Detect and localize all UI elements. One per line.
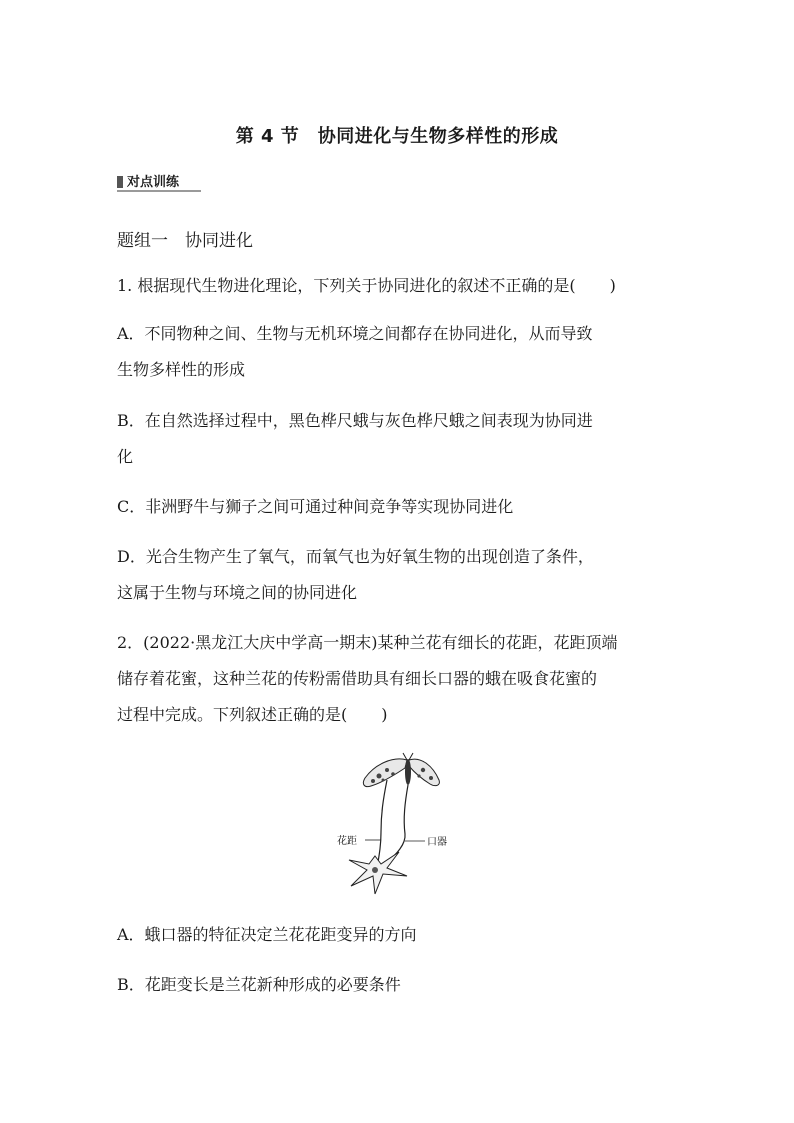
question-1-option-d-line-1: D．光合生物产生了氧气，而氧气也为好氧生物的出现创造了条件，	[117, 547, 594, 566]
question-1-option-b-line-1: B．在自然选择过程中，黑色桦尺蛾与灰色桦尺蛾之间表现为协同进	[117, 411, 593, 430]
moth-right-wing	[409, 759, 439, 786]
question-2-stem-line-1: 2．(2022·黑龙江大庆中学高一期末)某种兰花有细长的花距，花距顶端	[117, 633, 618, 652]
moth-left-wing	[363, 759, 407, 787]
group-title: 题组一 协同进化	[117, 231, 253, 251]
question-2-option-a: A．蛾口器的特征决定兰花花距变异的方向	[117, 925, 417, 944]
section-tag	[117, 172, 179, 190]
moth-proboscis	[385, 785, 408, 864]
section-tag-label: 对点训练	[127, 175, 180, 190]
question-1-option-a-line-2: 生物多样性的形成	[117, 360, 246, 379]
figure-label-proboscis: 口器	[427, 837, 447, 848]
figure-label-spur: 花距	[337, 836, 357, 847]
orchid-moth-figure	[335, 752, 465, 898]
page-title: 第 4 节 协同进化与生物多样性的形成	[235, 126, 559, 147]
section-tag-underline	[117, 190, 201, 192]
question-1-option-c: C．非洲野牛与狮子之间可通过种间竞争等实现协同进化	[117, 497, 514, 516]
question-1-option-a-line-1: A．不同物种之间、生物与无机环境之间都存在协同进化，从而导致	[117, 324, 593, 343]
question-1-stem: 1. 根据现代生物进化理论，下列关于协同进化的叙述不正确的是( )	[117, 276, 616, 295]
nectar-spur	[377, 780, 387, 868]
section-tag-marker	[117, 176, 123, 188]
question-1-option-b-line-2: 化	[117, 447, 134, 466]
question-1-option-d-line-2: 这属于生物与环境之间的协同进化	[117, 583, 358, 602]
question-2-stem-line-3: 过程中完成。下列叙述正确的是( )	[117, 705, 388, 724]
question-2-stem-line-2: 储存着花蜜，这种兰花的传粉需借助具有细长口器的蛾在吸食花蜜的	[117, 669, 598, 688]
moth-body	[405, 759, 411, 785]
question-2-option-b: B．花距变长是兰花新种形成的必要条件	[117, 975, 401, 994]
